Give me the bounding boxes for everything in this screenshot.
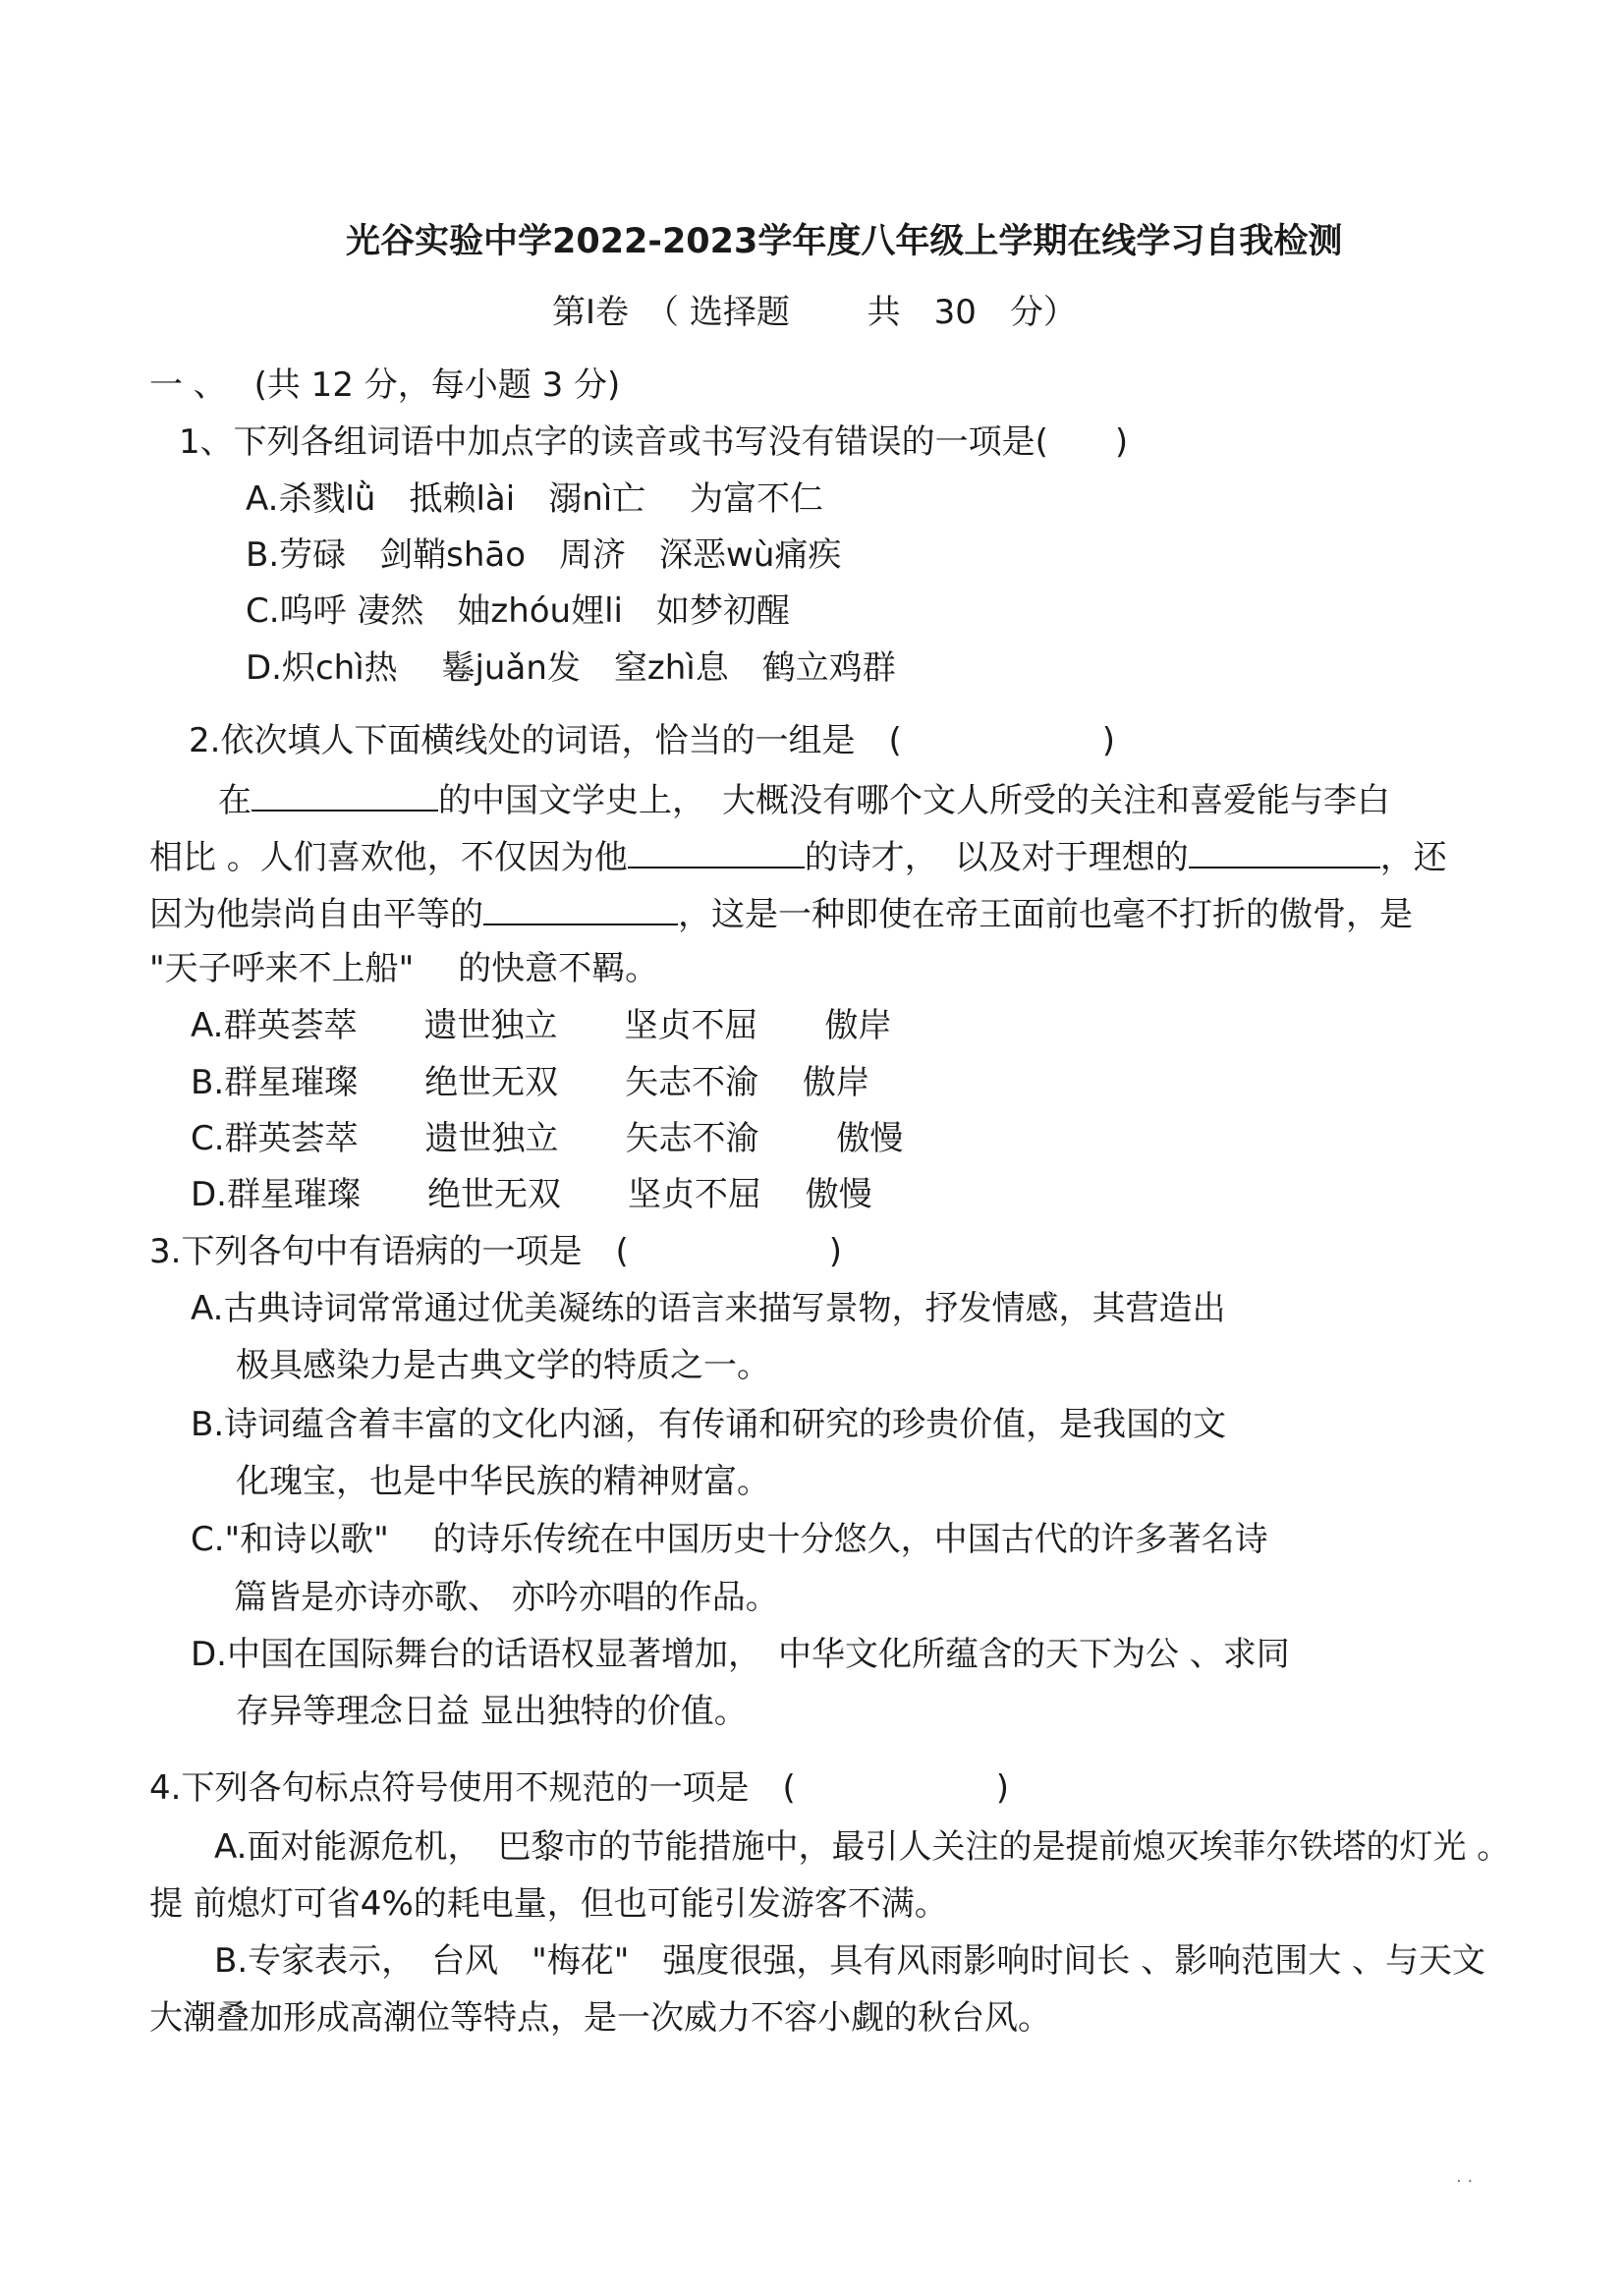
passage-text: 的诗才， 以及对于理想的 [804, 838, 1189, 877]
passage-text: 因为他崇尚自由平等的 [149, 895, 483, 934]
question-2-option-a: A.群英荟萃 遗世独立 坚贞不屈 傲岸 [191, 1006, 892, 1045]
question-2-stem: 2.依次填人下面横线处的词语，恰当的一组是 ( ) [189, 721, 1115, 760]
answer-blank [252, 776, 438, 812]
question-3-option-d: D.中国在国际舞台的话语权显著增加， 中华文化所蕴含的天下为公 、求同 [191, 1635, 1290, 1674]
question-1-stem: 1、下列各组词语中加点字的读音或书写没有错误的一项是( ) [179, 422, 1129, 462]
passage-text: ，这是一种即使在帝王面前也毫不打折的傲骨，是 [678, 895, 1413, 934]
question-2-passage-line-2 [149, 833, 1447, 879]
question-3-option-c: C."和诗以歌" 的诗乐传统在中国历史十分悠久，中国古代的许多著名诗 [191, 1520, 1268, 1559]
passage-text: 的中国文学史上， 大概没有哪个文人所受的关注和喜爱能与李白 [438, 781, 1390, 820]
question-3-option-d-cont: 存异等理念日益 显出独特的价值。 [236, 1692, 748, 1731]
question-2-passage-line-4: "天子呼来不上船" 的快意不羁。 [149, 949, 659, 988]
answer-blank [1189, 833, 1380, 868]
footer-mark: · · [1456, 2171, 1474, 2192]
question-2-option-d: D.群星璀璨 绝世无双 坚贞不屈 傲慢 [191, 1175, 872, 1214]
answer-blank [628, 833, 805, 868]
section-subtitle: 第Ⅰ卷 （ 选择题 共 30 分） [552, 293, 1077, 332]
passage-text: ，还 [1379, 838, 1447, 877]
question-1-option-b: B.劳碌 剑鞘shāo 周济 深恶wù痛疾 [246, 535, 842, 575]
question-4-option-b-cont: 大潮叠加形成高潮位等特点，是一次威力不容小觑的秋台风。 [149, 1998, 1051, 2038]
passage-text: 相比 。人们喜欢他，不仅因为他 [149, 838, 628, 877]
question-3-option-a-cont: 极具感染力是古典文学的特质之一。 [236, 1346, 770, 1385]
question-4-option-a: A.面对能源危机， 巴黎市的节能措施中，最引人关注的是提前熄灭埃菲尔铁塔的灯光 。 [214, 1827, 1511, 1867]
question-3-option-b-cont: 化瑰宝，也是中华民族的精神财富。 [236, 1462, 770, 1501]
passage-text: 在 [218, 781, 252, 820]
question-2-passage-line-1 [218, 776, 1390, 822]
question-3-option-b: B.诗词蕴含着丰富的文化内涵，有传诵和研究的珍贵价值，是我国的文 [191, 1405, 1227, 1444]
question-2-passage-line-3 [149, 890, 1413, 936]
question-3-option-a: A.古典诗词常常通过优美凝练的语言来描写景物，抒发情感，其营造出 [191, 1289, 1226, 1328]
question-1-option-c: C.呜呼 凄然 妯zhóu娌li 如梦初醒 [246, 591, 790, 631]
question-2-option-c: C.群英荟萃 遗世独立 矢志不渝 傲慢 [191, 1119, 904, 1158]
question-2-option-b: B.群星璀璨 绝世无双 矢志不渝 傲岸 [191, 1063, 869, 1102]
question-1-option-d: D.炽chì热 鬈juǎn发 窒zhì息 鹤立鸡群 [246, 648, 896, 688]
answer-blank [483, 890, 678, 925]
question-1-option-a: A.杀戮lǜ 抵赖lài 溺nì亡 为富不仁 [246, 479, 823, 519]
question-3-stem: 3.下列各句中有语病的一项是 ( ) [149, 1232, 842, 1271]
question-4-stem: 4.下列各句标点符号使用不规范的一项是 ( ) [149, 1768, 1009, 1808]
page-title: 光谷实验中学2022-2023学年度八年级上学期在线学习自我检测 [346, 222, 1343, 261]
section-heading: 一 、 (共 12 分，每小题 3 分) [149, 365, 621, 405]
question-3-option-c-cont: 篇皆是亦诗亦歌、 亦吟亦唱的作品。 [234, 1578, 779, 1617]
question-4-option-a-cont: 提 前熄灯可省4%的耗电量，但也可能引发游客不满。 [149, 1884, 948, 1924]
question-4-option-b: B.专家表示， 台风 "梅花" 强度很强，具有风雨影响时间长 、影响范围大 、与天文 [214, 1941, 1486, 1981]
